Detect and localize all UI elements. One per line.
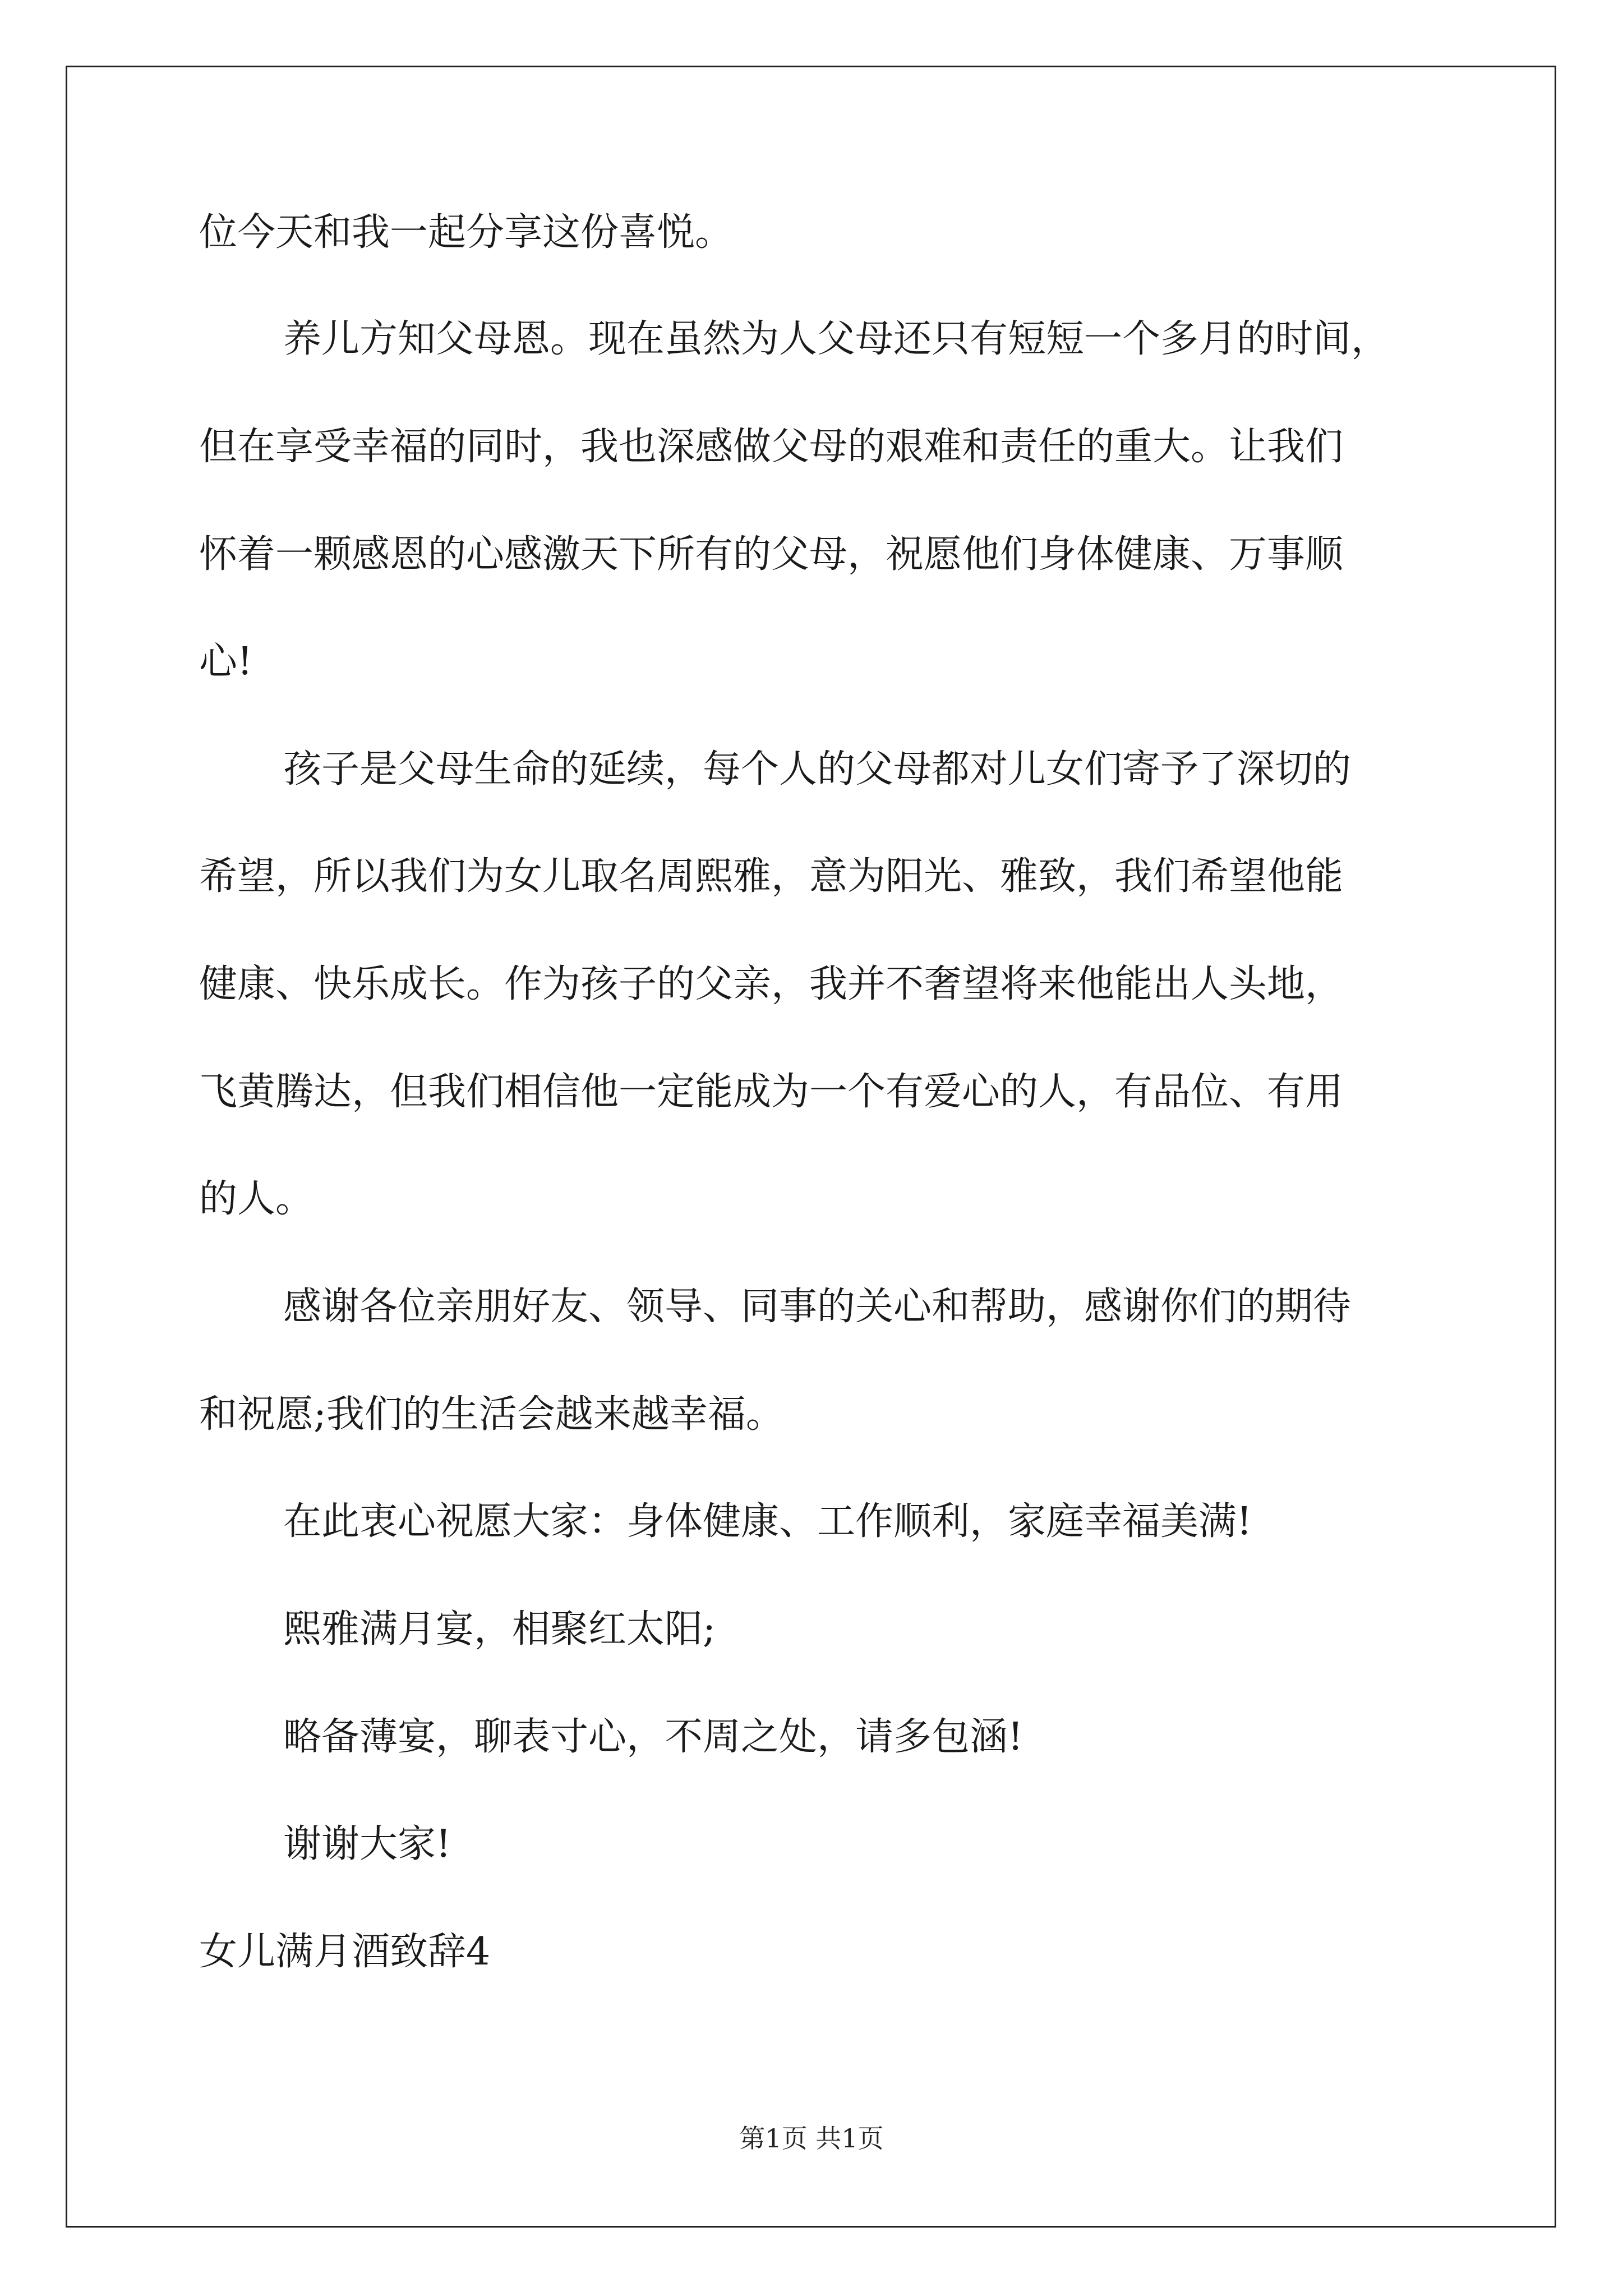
body-line-5: 心! [199, 639, 253, 684]
page-frame [66, 66, 1556, 2228]
body-line-11: 感谢各位亲朋好友、领导、同事的关心和帮助，感谢你们的期待 [283, 1285, 1352, 1329]
body-line-7: 希望，所以我们为女儿取名周熙雅，意为阳光、雅致，我们希望他能 [199, 854, 1344, 899]
body-line-10: 的人。 [199, 1177, 314, 1221]
body-line-6: 孩子是父母生命的延续，每个人的父母都对儿女们寄予了深切的 [283, 747, 1352, 792]
body-line-12: 和祝愿;我们的生活会越来越幸福。 [199, 1392, 784, 1437]
body-line-4: 怀着一颗感恩的心感激天下所有的父母，祝愿他们身体健康、万事顺 [199, 532, 1344, 577]
body-line-13: 在此衷心祝愿大家：身体健康、工作顺利，家庭幸福美满! [283, 1499, 1252, 1544]
body-line-14: 熙雅满月宴，相聚红太阳; [283, 1607, 716, 1651]
body-line-16: 谢谢大家! [283, 1822, 451, 1866]
body-line-1: 位今天和我一起分享这份喜悦。 [199, 210, 734, 255]
section-heading: 女儿满月酒致辞4 [199, 1930, 491, 1974]
body-line-9: 飞黄腾达，但我们相信他一定能成为一个有爱心的人，有品位、有用 [199, 1070, 1344, 1114]
body-line-3: 但在享受幸福的同时，我也深感做父母的艰难和责任的重大。让我们 [199, 425, 1344, 469]
body-line-8: 健康、快乐成长。作为孩子的父亲，我并不奢望将来他能出人头地， [199, 962, 1344, 1006]
body-line-2: 养儿方知父母恩。现在虽然为人父母还只有短短一个多月的时间， [283, 317, 1390, 361]
page-number-footer: 第1页 共1页 [739, 2123, 884, 2154]
body-line-15: 略备薄宴，聊表寸心，不周之处，请多包涵! [283, 1715, 1023, 1759]
